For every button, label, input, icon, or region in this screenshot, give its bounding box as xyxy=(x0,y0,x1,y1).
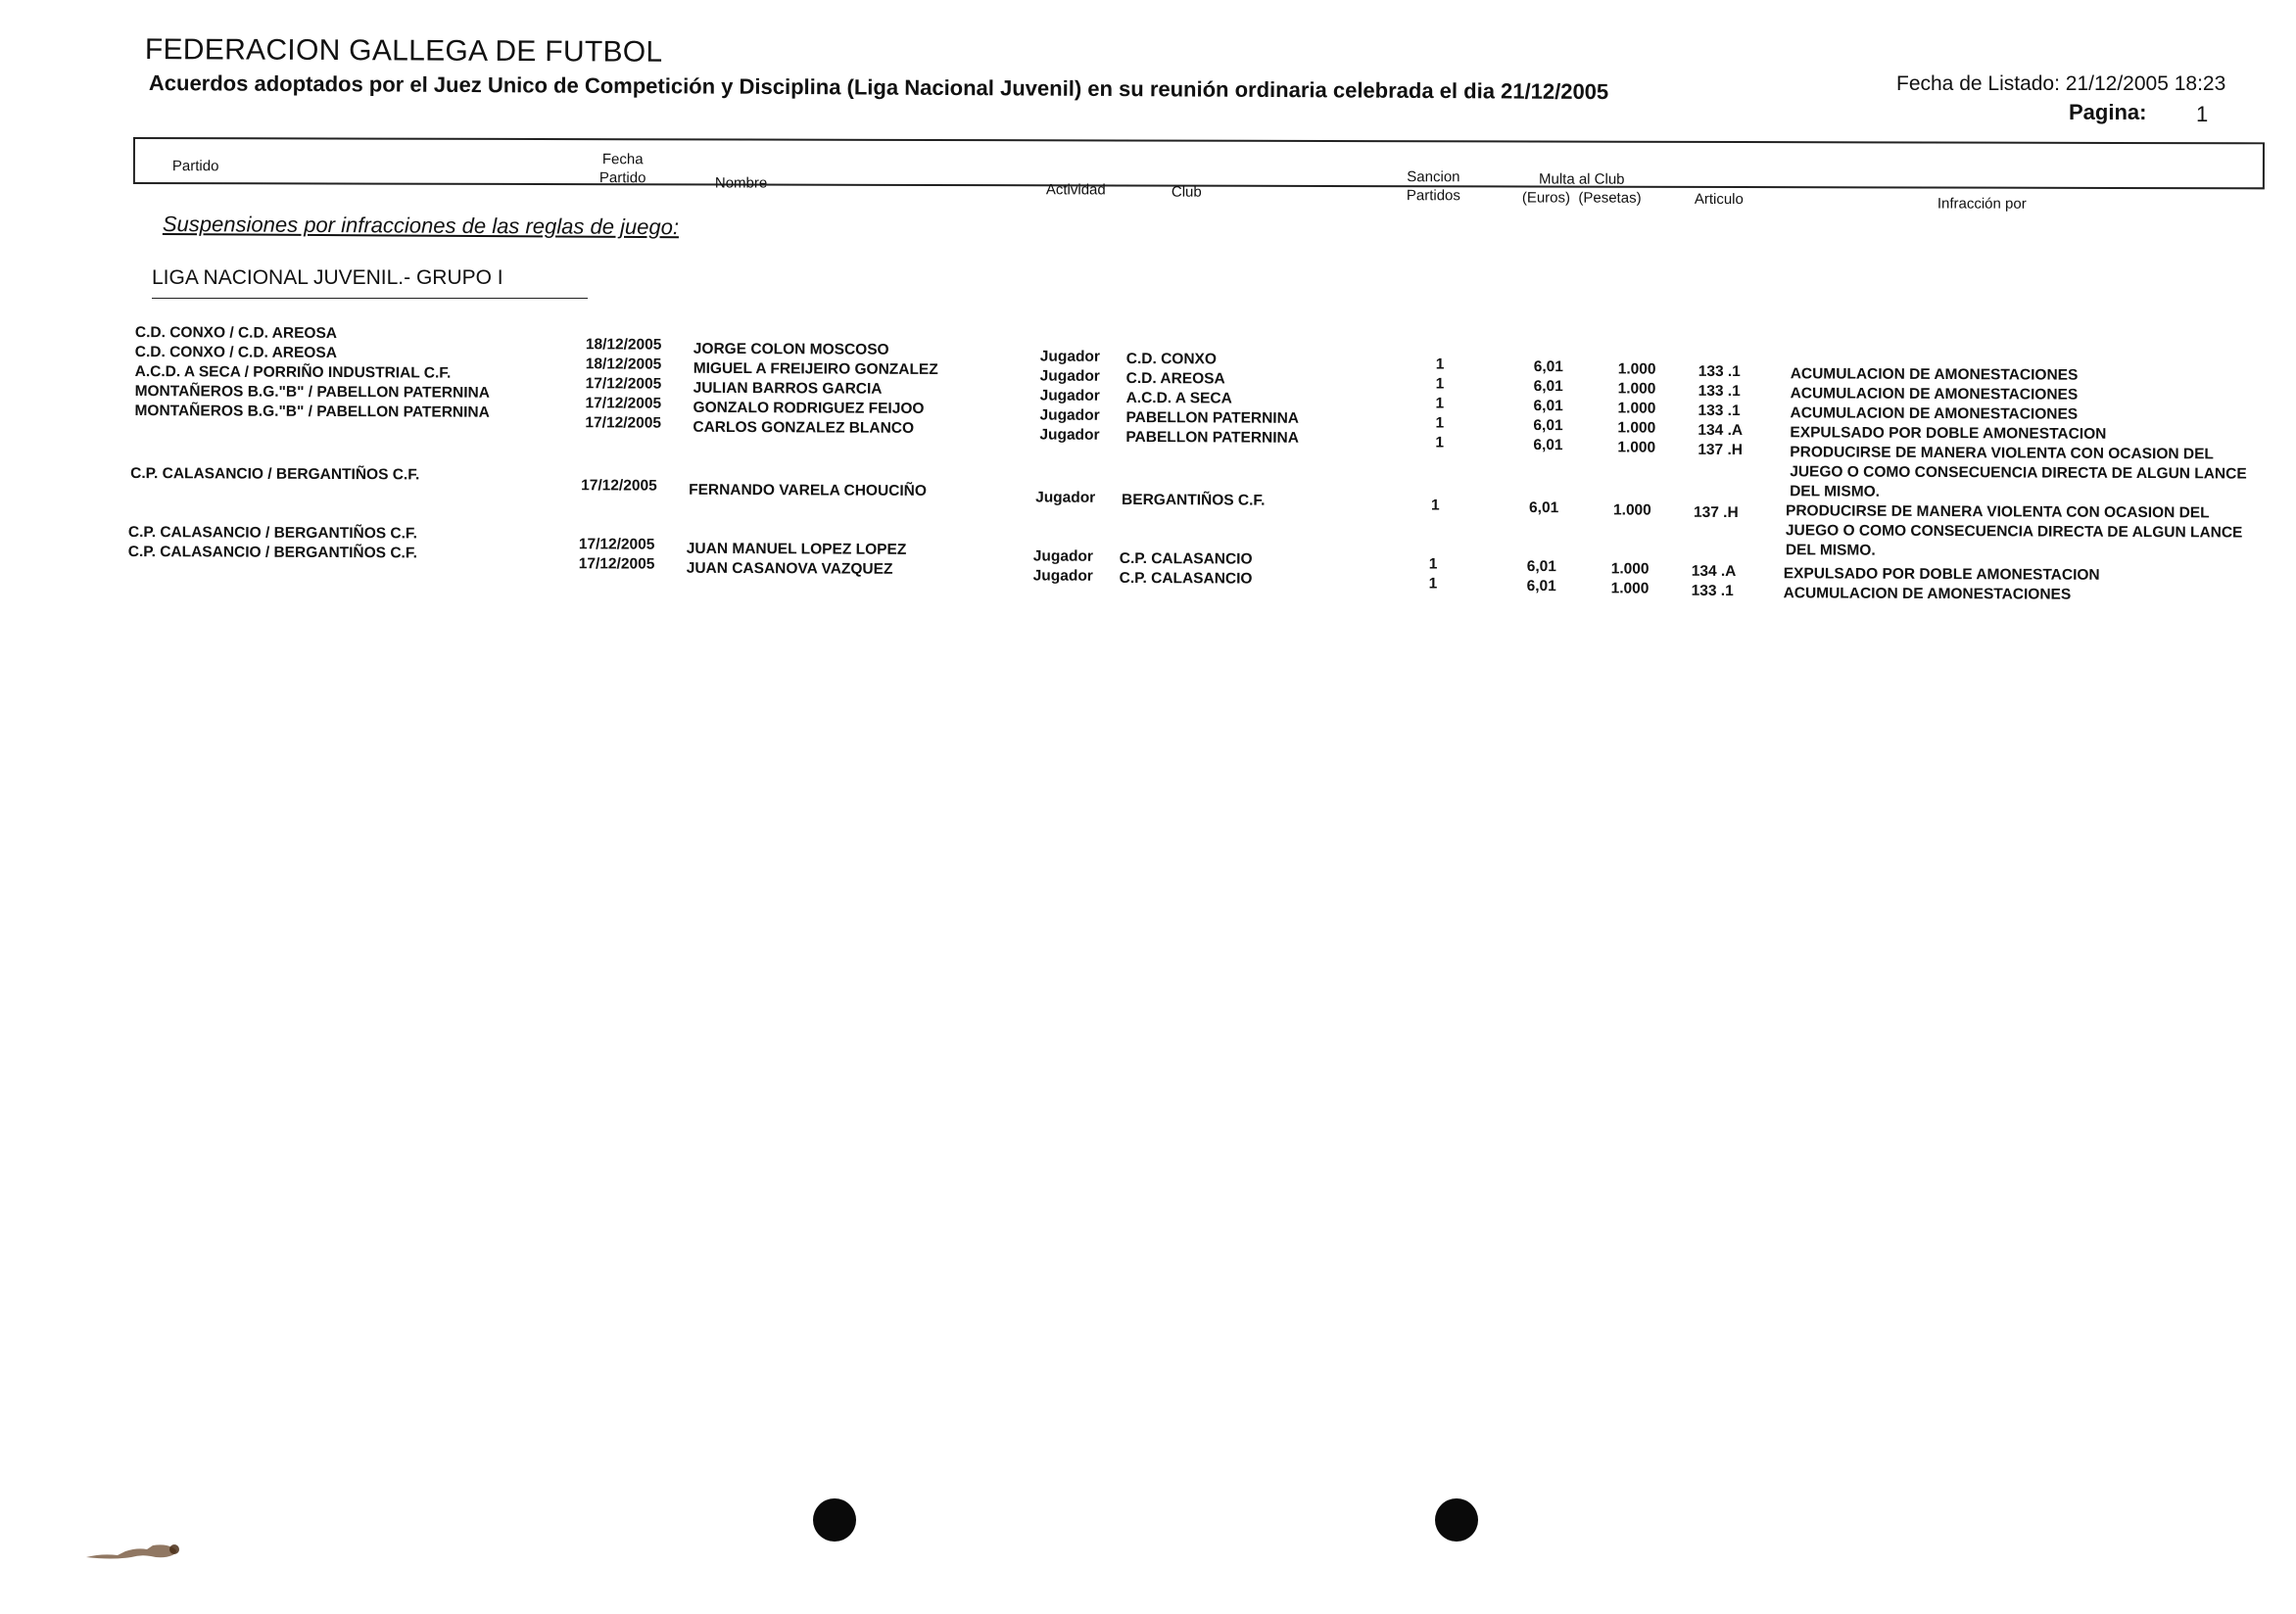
col-partido: Partido xyxy=(171,158,219,175)
cell-sancion: 1 xyxy=(1435,414,1445,432)
cell-articulo: 133 .1 xyxy=(1691,582,1734,599)
col-fecha-line1: Fecha xyxy=(601,151,644,168)
col-fecha-line2: Partido xyxy=(598,169,646,187)
cell-club: C.P. CALASANCIO xyxy=(1119,569,1253,588)
cell-articulo: 137 .H xyxy=(1693,503,1739,522)
cell-euros: 6,01 xyxy=(1529,498,1559,517)
cell-actividad: Jugador xyxy=(1039,426,1100,444)
col-pesetas: (Pesetas) xyxy=(1578,189,1642,207)
cell-sancion: 1 xyxy=(1435,356,1445,373)
cell-actividad: Jugador xyxy=(1032,567,1093,585)
cell-nombre: GONZALO RODRIGUEZ FEIJOO xyxy=(693,399,925,417)
cell-infraccion: PRODUCIRSE DE MANERA VIOLENTA CON OCASION DEL JUEGO O COMO CONSECUENCIA DIRECTA DE ALGUN LANCE DEL MISMO. xyxy=(1785,502,2243,559)
col-nombre: Nombre xyxy=(714,174,768,192)
cell-actividad: Jugador xyxy=(1039,406,1100,424)
col-sancion-line2: Partidos xyxy=(1406,187,1460,205)
cell-euros: 6,01 xyxy=(1533,377,1563,396)
cell-fecha: 18/12/2005 xyxy=(585,356,662,373)
col-sancion-line1: Sancion xyxy=(1407,168,1460,186)
cell-pesetas: 1.000 xyxy=(1610,560,1650,578)
cell-euros: 6,01 xyxy=(1533,357,1563,376)
cell-club: PABELLON PATERNINA xyxy=(1125,428,1299,447)
cell-pesetas: 1.000 xyxy=(1617,439,1656,456)
punch-hole xyxy=(813,1498,856,1542)
cell-euros: 6,01 xyxy=(1526,577,1556,595)
col-club: Club xyxy=(1171,183,1202,201)
cell-nombre: JUAN MANUEL LOPEZ LOPEZ xyxy=(686,540,907,558)
cell-fecha: 17/12/2005 xyxy=(585,414,662,432)
col-actividad: Actividad xyxy=(1045,181,1106,199)
cell-infraccion: ACUMULACION DE AMONESTACIONES xyxy=(1790,404,2079,423)
cell-club: C.D. CONXO xyxy=(1125,350,1217,368)
cell-articulo: 137 .H xyxy=(1698,441,1744,459)
section-title: Suspensiones por infracciones de las reglas de juego: xyxy=(162,212,680,240)
cell-fecha: 17/12/2005 xyxy=(578,555,655,573)
document-subtitle: Acuerdos adoptados por el Juez Unico de Competición y Disciplina (Liga Nacional Juvenil) en su reunión ordinaria celebrada el dia 21/12/2005 xyxy=(148,71,1609,105)
sanctions-table xyxy=(0,0,2296,638)
cell-nombre: JULIAN BARROS GARCIA xyxy=(693,379,883,398)
cell-euros: 6,01 xyxy=(1533,436,1563,454)
cell-sancion: 1 xyxy=(1435,375,1445,393)
cell-partido: A.C.D. A SECA / PORRIÑO INDUSTRIAL C.F. xyxy=(134,363,452,382)
cell-actividad: Jugador xyxy=(1039,367,1100,385)
cell-actividad: Jugador xyxy=(1039,348,1100,365)
col-infraccion: Infracción por xyxy=(1937,195,2027,213)
page-label: Pagina: xyxy=(2069,100,2147,124)
cell-euros: 6,01 xyxy=(1526,557,1556,576)
cell-actividad: Jugador xyxy=(1039,387,1100,404)
cell-fecha: 17/12/2005 xyxy=(581,477,657,495)
cell-partido: C.P. CALASANCIO / BERGANTIÑOS C.F. xyxy=(130,464,420,484)
cell-nombre: FERNANDO VARELA CHOUCIÑO xyxy=(689,481,928,499)
page-number: 1 xyxy=(2196,102,2209,126)
cell-articulo: 133 .1 xyxy=(1698,402,1741,420)
cell-articulo: 134 .A xyxy=(1698,421,1744,440)
cell-infraccion: ACUMULACION DE AMONESTACIONES xyxy=(1783,585,2072,603)
cell-infraccion: PRODUCIRSE DE MANERA VIOLENTA CON OCASION DEL JUEGO O COMO CONSECUENCIA DIRECTA DE ALGUN LANCE DEL MISMO. xyxy=(1790,444,2247,500)
cell-club: PABELLON PATERNINA xyxy=(1125,408,1300,427)
cell-actividad: Jugador xyxy=(1035,489,1096,506)
cell-articulo: 133 .1 xyxy=(1698,382,1741,401)
document-title: FEDERACION GALLEGA DE FUTBOL xyxy=(144,33,663,69)
cell-club: C.D. AREOSA xyxy=(1125,369,1225,388)
cell-sancion: 1 xyxy=(1435,395,1445,412)
cell-infraccion: EXPULSADO POR DOBLE AMONESTACION xyxy=(1790,424,2107,443)
cell-infraccion: ACUMULACION DE AMONESTACIONES xyxy=(1790,385,2079,404)
cell-partido: C.D. CONXO / C.D. AREOSA xyxy=(134,344,337,362)
cell-partido: MONTAÑEROS B.G."B" / PABELLON PATERNINA xyxy=(134,383,490,402)
group-title: LIGA NACIONAL JUVENIL.- GRUPO I xyxy=(152,266,503,289)
cell-club: A.C.D. A SECA xyxy=(1125,389,1232,407)
cell-euros: 6,01 xyxy=(1533,416,1563,435)
punch-hole xyxy=(1435,1498,1478,1542)
cell-sancion: 1 xyxy=(1431,497,1440,514)
cell-euros: 6,01 xyxy=(1533,397,1563,415)
col-euros: (Euros) xyxy=(1521,189,1571,207)
cell-partido: C.D. CONXO / C.D. AREOSA xyxy=(134,324,338,343)
col-articulo: Articulo xyxy=(1694,190,1744,209)
listing-date: Fecha de Listado: 21/12/2005 18:23 xyxy=(1896,72,2226,95)
col-multa-title: Multa al Club xyxy=(1538,170,1625,188)
cell-pesetas: 1.000 xyxy=(1612,501,1651,519)
cell-articulo: 134 .A xyxy=(1691,562,1737,581)
cell-sancion: 1 xyxy=(1435,434,1445,451)
cell-nombre: MIGUEL A FREIJEIRO GONZALEZ xyxy=(693,359,938,379)
cell-fecha: 17/12/2005 xyxy=(585,395,662,412)
cell-club: C.P. CALASANCIO xyxy=(1119,549,1253,568)
cell-nombre: JUAN CASANOVA VAZQUEZ xyxy=(686,559,893,578)
cell-infraccion: ACUMULACION DE AMONESTACIONES xyxy=(1790,365,2079,384)
cell-club: BERGANTIÑOS C.F. xyxy=(1122,491,1266,509)
cell-pesetas: 1.000 xyxy=(1617,400,1656,417)
cell-infraccion: EXPULSADO POR DOBLE AMONESTACION xyxy=(1783,565,2100,584)
cell-pesetas: 1.000 xyxy=(1617,380,1656,398)
cell-pesetas: 1.000 xyxy=(1617,360,1656,378)
cell-sancion: 1 xyxy=(1428,555,1438,573)
cell-nombre: JORGE COLON MOSCOSO xyxy=(693,340,889,358)
cell-fecha: 18/12/2005 xyxy=(585,336,662,354)
ink-smudge xyxy=(82,1540,190,1561)
cell-fecha: 17/12/2005 xyxy=(578,536,655,553)
cell-fecha: 17/12/2005 xyxy=(585,375,662,393)
cell-pesetas: 1.000 xyxy=(1610,580,1650,597)
cell-actividad: Jugador xyxy=(1032,547,1093,565)
cell-nombre: CARLOS GONZALEZ BLANCO xyxy=(693,418,915,437)
cell-partido: MONTAÑEROS B.G."B" / PABELLON PATERNINA xyxy=(134,403,490,421)
cell-partido: C.P. CALASANCIO / BERGANTIÑOS C.F. xyxy=(127,523,418,543)
cell-partido: C.P. CALASANCIO / BERGANTIÑOS C.F. xyxy=(127,543,417,562)
cell-sancion: 1 xyxy=(1428,575,1438,593)
cell-pesetas: 1.000 xyxy=(1617,419,1656,437)
cell-articulo: 133 .1 xyxy=(1698,362,1741,381)
